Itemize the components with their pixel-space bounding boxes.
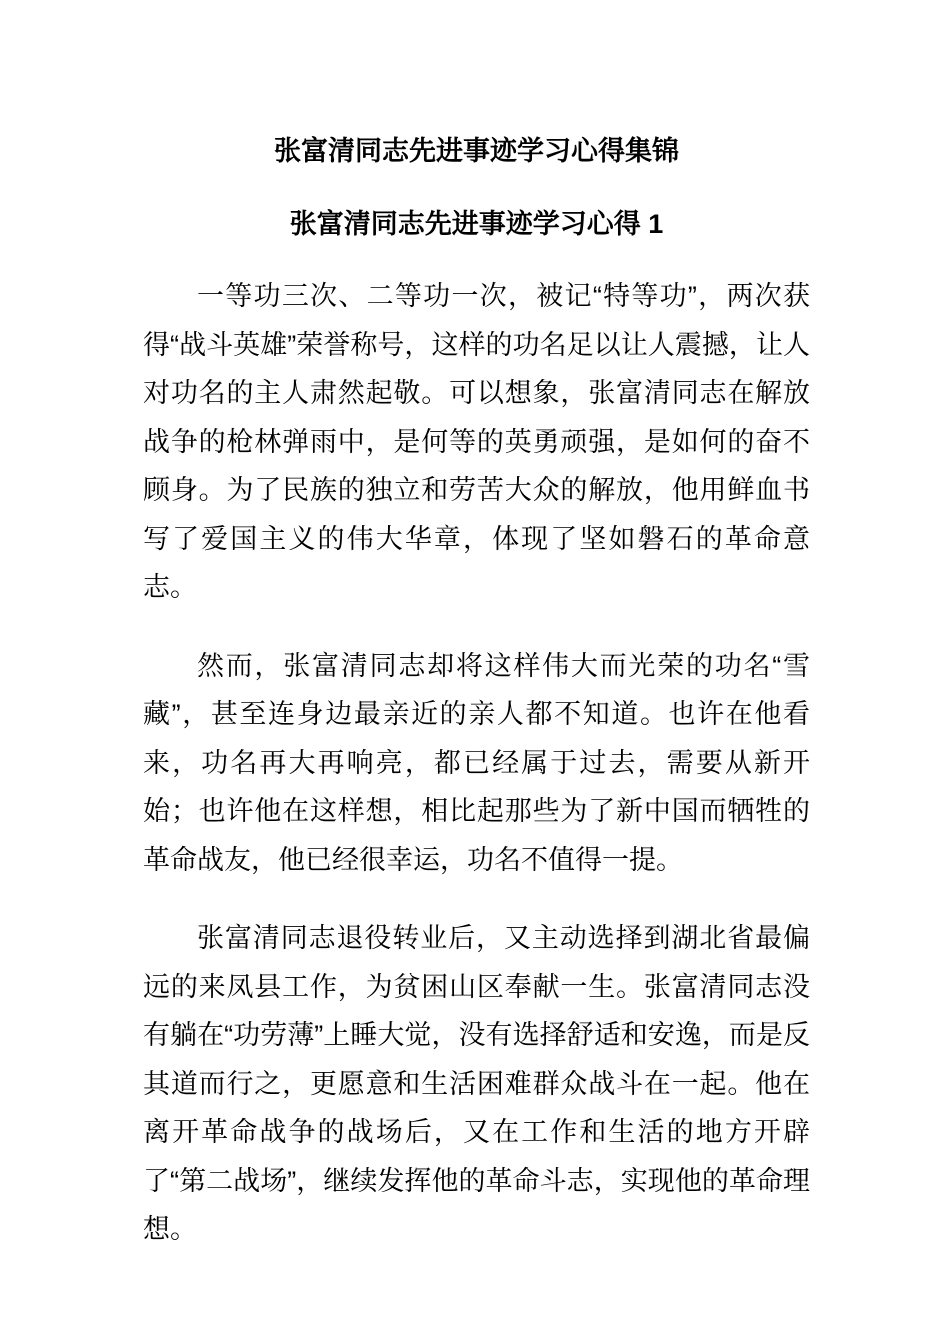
paragraph-1: 一等功三次、二等功一次，被记“特等功”，两次获得“战斗英雄”荣誉称号，这样的功名足以让人震撼，让人对功名的主人肃然起敬。可以想象，张富清同志在解放战争的枪林弹雨中，是何等的英勇顽强，是如何的奋不顾身。为了民族的独立和劳苦大众的解放，他用鲜血书写了爱国主义的伟大华章，体现了坚如磐石的革命意志。 — [143, 281, 810, 602]
section-title: 张富清同志先进事迹学习心得 1 — [289, 209, 664, 239]
paragraph-2: 然而，张富清同志却将这样伟大而光荣的功名“雪藏”，甚至连身边最亲近的亲人都不知道。也许在他看来，功名再大再响亮，都已经属于过去，需要从新开始；也许他在这样想，相比起那些为了新中国而牺牲的革命战友，他已经很幸运，功名不值得一提。 — [143, 650, 810, 875]
document-title: 张富清同志先进事迹学习心得集锦 — [274, 136, 679, 166]
paragraph-3: 张富清同志退役转业后，又主动选择到湖北省最偏远的来凤县工作，为贫困山区奉献一生。张富清同志没有躺在“功劳薄”上睡大觉，没有选择舒适和安逸，而是反其道而行之，更愿意和生活困难群众战斗在一起。他在离开革命战争的战场后，又在工作和生活的地方开辟了“第二战场”，继续发挥他的革命斗志，实现他的革命理想。 — [143, 923, 810, 1244]
